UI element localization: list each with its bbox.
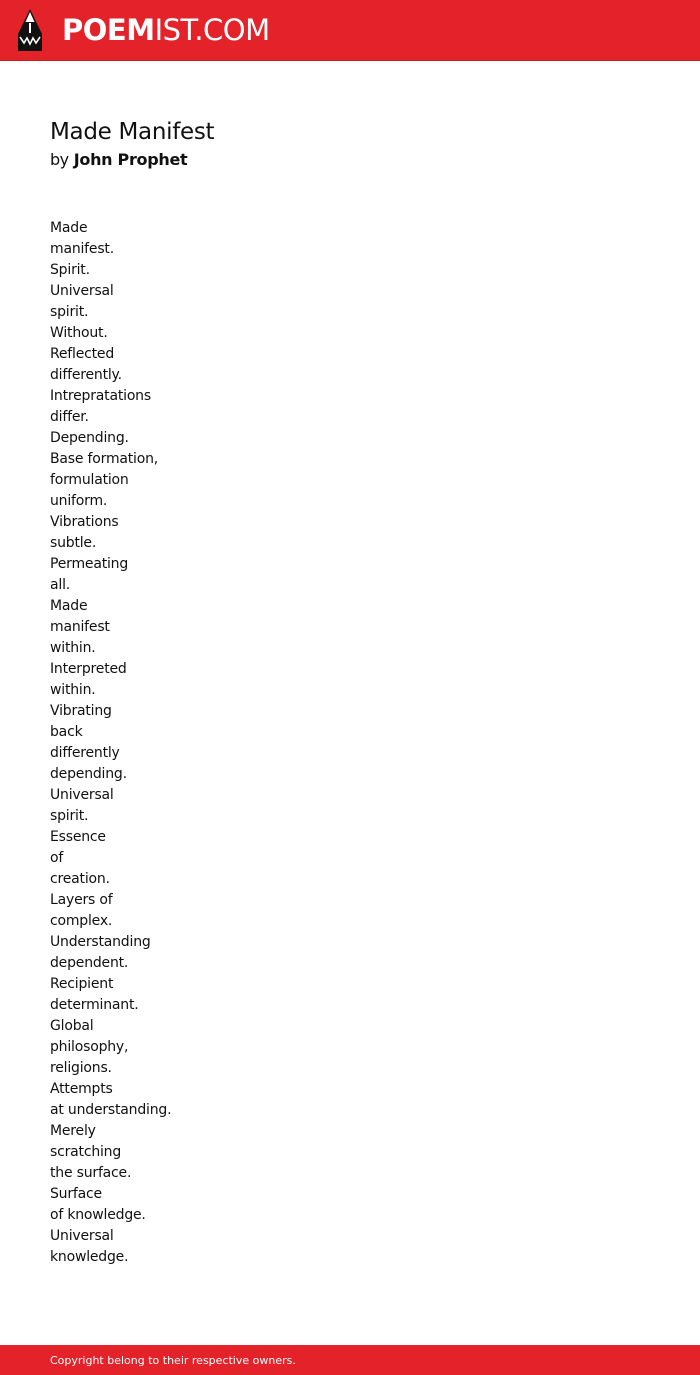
poem-line: Universal xyxy=(50,283,114,299)
poem-line: back xyxy=(50,724,83,740)
poem-line: of knowledge. xyxy=(50,1207,146,1223)
poem-line: subtle. xyxy=(50,535,97,551)
poem-line: differently. xyxy=(50,367,122,383)
poem-line: within. xyxy=(50,682,96,698)
logo-light-part: IST.COM xyxy=(154,13,270,47)
poem-line: differently xyxy=(50,745,120,761)
poem-line: Without. xyxy=(50,325,108,341)
pencil-icon xyxy=(17,9,43,51)
poem-line: dependent. xyxy=(50,955,129,971)
logo-bold-part: POEM xyxy=(62,13,155,47)
poem-line: Universal xyxy=(50,1228,114,1244)
poem-line: Depending. xyxy=(50,430,129,446)
poem-line: differ. xyxy=(50,409,89,425)
poem-line: Interpreted xyxy=(50,661,127,677)
poem-line: Merely xyxy=(50,1123,96,1139)
poem-line: creation. xyxy=(50,871,110,887)
poem-body xyxy=(50,218,171,1268)
copyright-text: Copyright belong to their respective owners. xyxy=(50,1354,296,1367)
poem-line: Reflected xyxy=(50,346,115,362)
poem-line: Intrepratations xyxy=(50,388,151,404)
poem-line: Universal xyxy=(50,787,114,803)
poem-line: complex. xyxy=(50,913,113,929)
poem-line: Layers of xyxy=(50,892,113,908)
poem-line: the surface. xyxy=(50,1165,132,1181)
poem-line: scratching xyxy=(50,1144,122,1160)
poem-line: Surface xyxy=(50,1186,102,1202)
poem-line: Permeating xyxy=(50,556,129,572)
poem-line: within. xyxy=(50,640,96,656)
poem-line: Attempts xyxy=(50,1081,113,1097)
site-logo-text xyxy=(62,9,270,51)
poem-line: manifest xyxy=(50,619,110,635)
site-footer xyxy=(0,1345,700,1375)
poem-line: of xyxy=(50,850,64,866)
poem-line: Vibrating xyxy=(50,703,112,719)
poem-line: determinant. xyxy=(50,997,139,1013)
poem-line: formulation xyxy=(50,472,129,488)
poem-line: spirit. xyxy=(50,808,89,824)
site-header xyxy=(0,0,700,61)
poem-line: Made xyxy=(50,598,88,614)
poem-line: knowledge. xyxy=(50,1249,129,1265)
poem-line: manifest. xyxy=(50,241,114,257)
poem-byline xyxy=(50,149,187,170)
poem-line: philosophy, xyxy=(50,1039,129,1055)
poem-line: Recipient xyxy=(50,976,114,992)
poem-line: Spirit. xyxy=(50,262,90,278)
poem-title: Made Manifest xyxy=(50,119,215,145)
author-link[interactable]: John Prophet xyxy=(73,150,188,169)
poem-line: Made xyxy=(50,220,88,236)
poem-line: religions. xyxy=(50,1060,112,1076)
poem-line: at understanding. xyxy=(50,1102,172,1118)
site-logo-link[interactable] xyxy=(17,9,270,51)
poem-line: Understanding xyxy=(50,934,151,950)
poem-line: spirit. xyxy=(50,304,89,320)
poem-line: Global xyxy=(50,1018,94,1034)
poem-line: uniform. xyxy=(50,493,108,509)
by-label: by xyxy=(50,150,69,169)
poem-line: Base formation, xyxy=(50,451,159,467)
poem-line: Essence xyxy=(50,829,106,845)
poem-line: depending. xyxy=(50,766,127,782)
poem-line: all. xyxy=(50,577,71,593)
poem-line: Vibrations xyxy=(50,514,119,530)
